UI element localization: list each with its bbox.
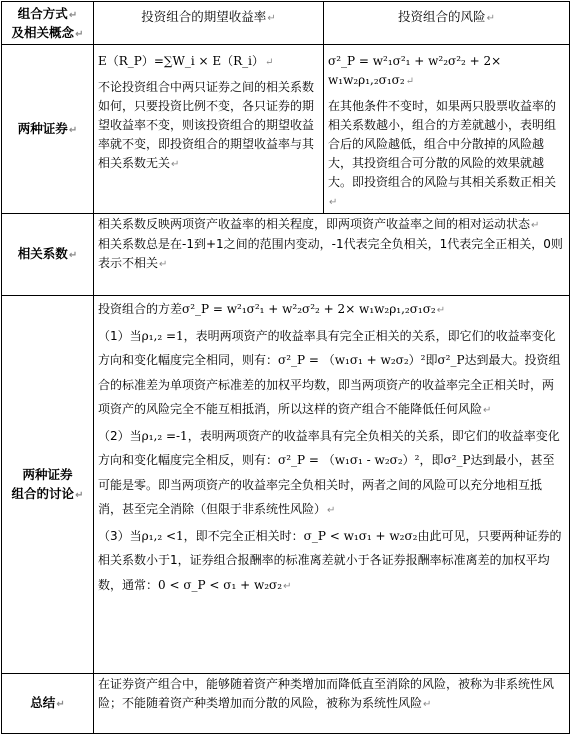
discussion-case-3: （3）当ρ₁,₂ <1，即不完全正相关时：σ_P < w₁σ₁ + w₂σ₂由此可见，只要两种证券的相关系数小于1，证券组合报酬率的标准离差就小于各证券报酬率标准离差的加权平均数，通常：0 < σ_P < σ₁ + w₂σ₂↵ xyxy=(98,528,562,592)
correlation-label: 相关系数↵ xyxy=(2,214,94,296)
discussion-intro: 投资组合的方差σ²_P = w²₁σ²₁ + w²₂σ²₂ + 2× w₁w₂ρ₁,₂σ₁σ₂↵ xyxy=(98,302,446,316)
two-securities-row xyxy=(2,45,570,214)
correlation-text-1: 相关系数反映两项资产收益率的相关程度，即两项资产收益率之间的相对运动状态↵ xyxy=(98,217,540,231)
risk-formula: σ²_P = w²₁σ²₁ + w²₂σ²₂ + 2× w₁w₂ρ₁,₂σ₁σ₂↵ xyxy=(328,54,502,87)
discussion-row xyxy=(2,296,570,674)
return-formula: E（R_P）=∑W_i × E（R_i）↵ xyxy=(98,54,274,68)
corner-line2: 及相关概念↵ xyxy=(11,25,84,40)
return-explanation: 不论投资组合中两只证券之间的相关系数如何，只要投资比例不变，各只证券的期望收益率不变，则该投资组合的期望收益率就不变，即投资组合的期望收益率与其相关系数无关↵ xyxy=(98,80,315,170)
two-securities-label: 两种证券↵ xyxy=(2,45,94,214)
correlation-text-2: 相关系数总是在-1到+1之间的范围内变动，-1代表完全负相关，1代表完全正相关，0则表示不相关↵ xyxy=(98,237,563,270)
header-row xyxy=(2,2,570,45)
summary-cell: 在证券资产组合中，能够随着资产种类增加而降低直至消除的风险，被称为非系统性风险；不能随着资产种类增加而分散的风险，被称为系统性风险↵ xyxy=(94,674,570,734)
two-securities-return-cell xyxy=(94,45,324,214)
discussion-cell xyxy=(94,296,570,674)
two-securities-risk-cell xyxy=(324,45,570,214)
risk-explanation: 在其他条件不变时，如果两只股票收益率的相关系数越小，组合的方差就越小，表明组合后的风险越低，组合中分散掉的风险越大，其投资组合可分散的风险的效果就越大。即投资组合的风险与其相关系数正相关↵ xyxy=(328,99,557,208)
discussion-case-2: （2）当ρ₁,₂ =-1，表明两项资产的收益率具有完全负相关的关系，即它们的收益率变化方向和变化幅度完全相反，则有：σ²_P = （w₁σ₁ - w₂σ₂）²，即σ²_P达到最小，甚至可能是零。即当两项资产的收益率完全负相关时，两者之间的风险可以充分地相互抵消，甚至完全消除（但限于非系统性风险）↵ xyxy=(98,428,560,516)
return-column-header: 投资组合的期望收益率↵ xyxy=(94,2,324,45)
discussion-label: 两种证券 组合的讨论↵ xyxy=(2,296,94,674)
risk-column-header: 投资组合的风险↵ xyxy=(324,2,570,45)
summary-row xyxy=(2,674,570,734)
summary-label: 总结↵ xyxy=(2,674,94,734)
correlation-cell xyxy=(94,214,570,296)
portfolio-table xyxy=(1,1,570,734)
corner-header xyxy=(2,2,94,45)
correlation-row xyxy=(2,214,570,296)
discussion-case-1: （1）当ρ₁,₂ =1，表明两项资产的收益率具有完全正相关的关系，即它们的收益率变化方向和变化幅度完全相同，则有：σ²_P = （w₁σ₁ + w₂σ₂）²即σ²_P达到最大。投资组合的标准差为单项资产标准差的加权平均数，即当两项资产的收益率完全正相关时，两项资产的风险完全不能互相抵消，所以这样的资产组合不能降低任何风险↵ xyxy=(98,328,561,416)
corner-line1: 组合方式↵ xyxy=(17,6,78,21)
